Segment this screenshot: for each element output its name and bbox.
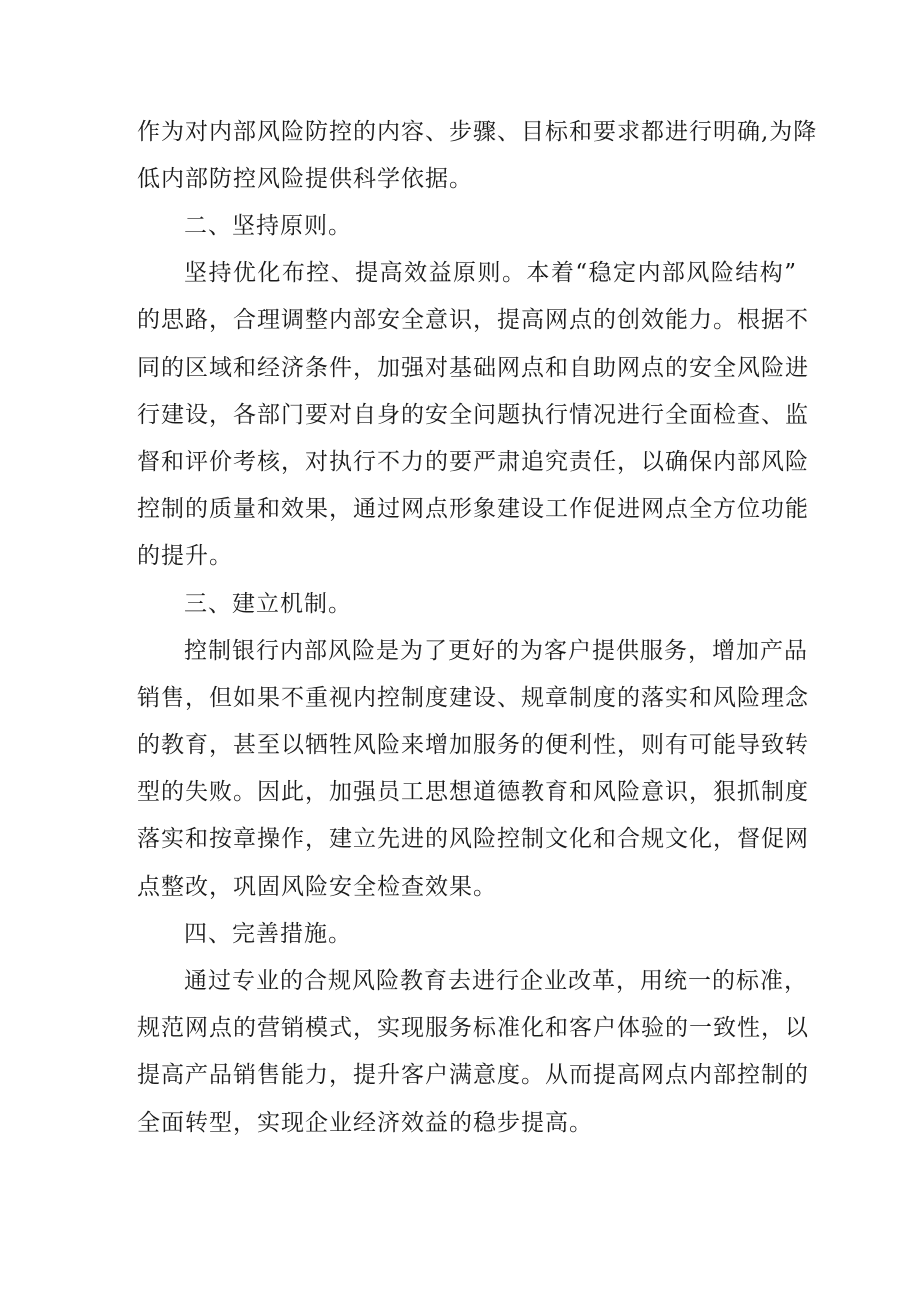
body-text-line: 的提升。 (137, 543, 233, 569)
body-text-line: 的思路，合理调整内部安全意识，提高网点的创效能力。根据不 (137, 307, 809, 333)
body-text-line: 低内部防控风险提供科学依据。 (137, 166, 473, 192)
body-text-line: 规范网点的营销模式，实现服务标准化和客户体验的一致性，以 (137, 1015, 809, 1041)
body-text-line: 督和评价考核，对执行不力的要严肃追究责任，以确保内部风险 (137, 449, 809, 475)
body-text-line: 落实和按章操作，建立先进的风险控制文化和合规文化，督促网 (137, 826, 809, 852)
body-text-line: 型的失败。因此，加强员工思想道德教育和风险意识，狠抓制度 (137, 779, 809, 805)
body-text-line: 全面转型，实现企业经济效益的稳步提高。 (137, 1110, 593, 1136)
section-heading-2: 二、坚持原则。 (184, 213, 352, 239)
body-text-line: 点整改，巩固风险安全检查效果。 (137, 874, 497, 900)
body-text-line: 同的区域和经济条件，加强对基础网点和自助网点的安全风险进 (137, 355, 809, 381)
body-text-line: 行建设，各部门要对自身的安全问题执行情况进行全面检查、监 (137, 402, 809, 428)
section-heading-3: 三、建立机制。 (184, 591, 352, 617)
body-text-line: 提高产品销售能力，提升客户满意度。从而提高网点内部控制的 (137, 1062, 809, 1088)
body-text-line: 控制银行内部风险是为了更好的为客户提供服务，增加产品 (184, 638, 808, 664)
body-text-line: 作为对内部风险防控的内容、步骤、目标和要求都进行明确,为降 (137, 119, 818, 145)
body-text-line: 通过专业的合规风险教育去进行企业改革，用统一的标准， (184, 968, 808, 994)
body-text-line: 坚持优化布控、提高效益原则。本着“稳定内部风险结构” (184, 260, 797, 286)
body-text-line: 销售，但如果不重视内控制度建设、规章制度的落实和风险理念 (137, 685, 809, 711)
body-text-line: 的教育，甚至以牺牲风险来增加服务的便利性，则有可能导致转 (137, 732, 809, 758)
body-text-line: 控制的质量和效果，通过网点形象建设工作促进网点全方位功能 (137, 496, 809, 522)
section-heading-4: 四、完善措施。 (184, 921, 352, 947)
